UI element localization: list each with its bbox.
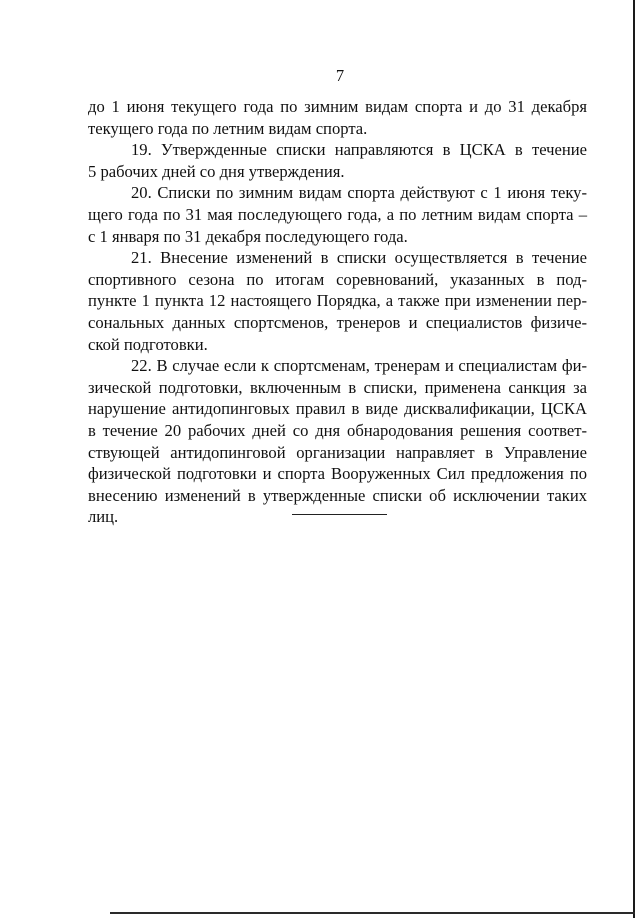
text-line: 21. Внесение изменений в списки осуществляется в течение [131, 248, 587, 268]
text-line: с 1 января по 31 декабря последующего года. [88, 226, 408, 246]
document-body [88, 96, 587, 528]
text-line: 19. Утвержденные списки направляются в ЦСКА в течение [131, 140, 587, 160]
text-line: ствующей антидопинговой организации направляет в Управление [88, 442, 587, 462]
end-separator-line [292, 514, 387, 515]
text-line: текущего года по летним видам спорта. [88, 118, 368, 138]
text-line: 20. Списки по зимним видам спорта действуют с 1 июня теку- [131, 183, 587, 203]
text-line: в течение 20 рабочих дней со дня обнародования решения соответ- [88, 420, 587, 440]
text-line: зической подготовки, включенным в списки, применена санкция за [88, 377, 587, 397]
text-line: ской подготовки. [88, 334, 208, 354]
text-line: физической подготовки и спорта Вооруженных Сил предложения по [88, 464, 587, 484]
text-line: до 1 июня текущего года по зимним видам спорта и до 31 декабря [88, 97, 587, 116]
scan-edge-bottom [110, 912, 635, 914]
text-line: пункте 1 пункта 12 настоящего Порядка, а также при изменении пер- [88, 291, 587, 311]
text-line: щего года по 31 мая последующего года, а по летним видам спорта – [88, 204, 587, 224]
text-line: сональных данных спортсменов, тренеров и специалистов физиче- [88, 312, 587, 332]
text-line: нарушение антидопинговых правил в виде дисквалификации, ЦСКА [88, 399, 587, 419]
text-line: лиц. [88, 507, 119, 527]
text-line: 5 рабочих дней со дня утверждения. [88, 161, 345, 181]
text-line: внесению изменений в утвержденные списки об исключении таких [88, 485, 587, 505]
page-number: 7 [335, 66, 345, 85]
scan-edge-right [633, 0, 635, 918]
text-line: спортивного сезона по итогам соревнований, указанных в под- [88, 269, 587, 289]
text-line: 22. В случае если к спортсменам, тренерам и специалистам фи- [131, 356, 587, 376]
